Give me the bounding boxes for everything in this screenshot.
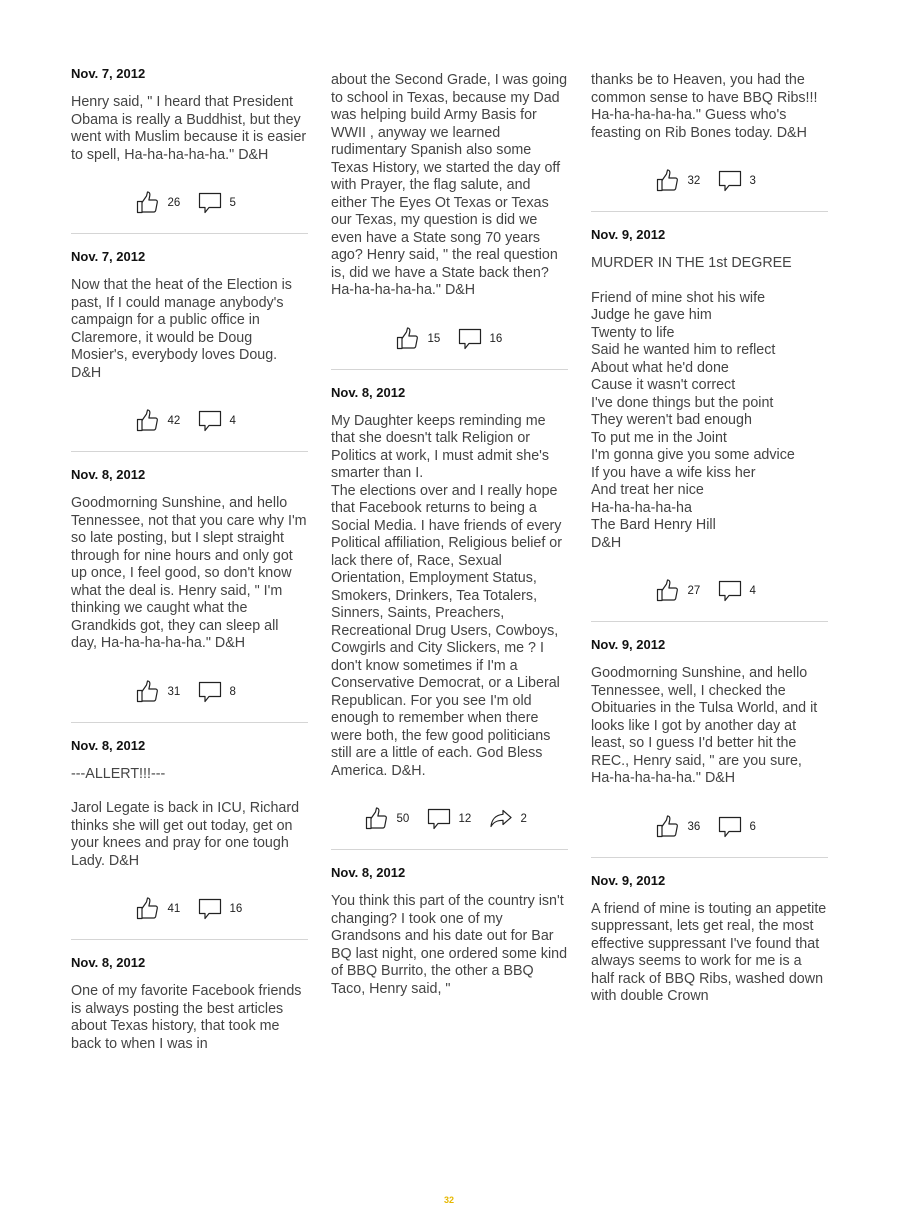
like-reaction[interactable] <box>136 897 182 921</box>
post <box>71 249 308 452</box>
comment-reaction[interactable] <box>718 579 764 603</box>
like-count: 31 <box>167 685 181 698</box>
post-text: You think this part of the country isn't changing? I took one of my Grandsons and his date out for Bar BQ last night, one ordered some kind of BBQ Burrito, the other a BBQ Taco, Henry said, " <box>331 893 568 997</box>
comment-reaction[interactable] <box>427 807 473 831</box>
thumbs-up-icon[interactable] <box>136 191 160 215</box>
speech-bubble-icon[interactable] <box>458 327 482 351</box>
like-reaction[interactable] <box>136 409 182 433</box>
comment-count: 5 <box>229 197 236 209</box>
comment-count: 6 <box>749 820 756 833</box>
comment-count: 4 <box>749 585 756 597</box>
like-reaction[interactable] <box>136 680 182 704</box>
thumbs-up-icon[interactable] <box>365 807 389 831</box>
post-divider <box>591 211 828 212</box>
comment-reaction[interactable] <box>458 327 504 351</box>
reaction-bar <box>71 406 308 436</box>
post-date: Nov. 9, 2012 <box>591 872 666 888</box>
post-text: thanks be to Heaven, you had the common sense to have BBQ Ribs!!! Ha-ha-ha-ha-ha." Guess who's feasting on Rib Bones today. D&H <box>591 72 818 141</box>
like-reaction[interactable] <box>656 169 702 193</box>
comment-count: 16 <box>229 903 243 915</box>
like-count: 41 <box>167 903 181 915</box>
like-count: 36 <box>687 820 701 833</box>
post-text: Now that the heat of the Election is past, If I could manage anybody's campaign for a public office in Claremore, it would be Doug Mosier's, everybody loves Doug. D&H <box>71 277 292 381</box>
post-text: My Daughter keeps reminding me that she doesn't talk Religion or Politics at work, I must admit she's smarter than I. The elections over and I really hope that Facebook returns to being a Social Media. I have friends of every Political affiliation, Religious belief or lack there of, Race, Sexual Orientation, Employment Status, Smokers, Drinkers, Tea Totalers, Sinners, Saints, Preachers, Recreational Drug Users, Cowboys, Cowgirls and City Slickers, me ? I don't know sometimes if I'm a Conservative Democrat, or a Liberal Republican. For you see I'm old enough to remember when there were both, the few good politicians still are a little of each. God Bless America. D&H. <box>331 412 562 779</box>
like-count: 15 <box>427 332 441 345</box>
post-text: ---ALLERT!!!--- <box>71 765 166 782</box>
thumbs-up-icon[interactable] <box>136 680 160 704</box>
post-text: Henry said, " I heard that President Obama is really a Buddhist, but they went with Muslim because it is easier to spell, Ha-ha-ha-ha-ha." D&H <box>71 94 307 163</box>
thumbs-up-icon[interactable] <box>396 327 420 351</box>
post <box>71 66 308 234</box>
speech-bubble-icon[interactable] <box>427 807 451 831</box>
post-divider <box>71 233 308 234</box>
share-reaction[interactable] <box>489 807 535 831</box>
post-text: One of my favorite Facebook friends is always posting the best articles about Texas history, that took me back to when I was in <box>71 983 302 1052</box>
thumbs-up-icon[interactable] <box>136 897 160 921</box>
post <box>591 227 828 622</box>
column-2 <box>331 66 568 998</box>
post-date: Nov. 7, 2012 <box>71 66 146 81</box>
post-divider <box>331 369 568 370</box>
comment-reaction[interactable] <box>198 191 244 215</box>
post <box>591 873 828 1006</box>
reaction-bar <box>331 324 568 354</box>
speech-bubble-icon[interactable] <box>718 169 742 193</box>
post-text: MURDER IN THE 1st DEGREE <box>591 255 792 271</box>
speech-bubble-icon[interactable] <box>198 897 222 921</box>
post-text: Friend of mine shot his wife Judge he gave him Twenty to life Said he wanted him to reflect About what he'd done Cause it wasn't correct I've done things but the point They weren't bad enough To put me in the Joint I'm gonna give you some advice If you have a wife kiss her And treat her nice Ha-ha-ha-ha-ha The Bard Henry Hill D&H <box>591 289 795 551</box>
post-divider <box>591 621 828 622</box>
like-count: 32 <box>687 175 701 187</box>
comment-count: 3 <box>749 175 756 187</box>
post <box>331 865 568 998</box>
thumbs-up-icon[interactable] <box>136 409 160 433</box>
post-date: Nov. 8, 2012 <box>71 955 146 970</box>
like-count: 26 <box>167 197 181 209</box>
reaction-bar <box>591 166 828 196</box>
comment-count: 12 <box>458 813 472 825</box>
comment-count: 8 <box>229 685 236 698</box>
like-reaction[interactable] <box>136 191 182 215</box>
like-count: 42 <box>167 415 181 427</box>
post-text: Goodmorning Sunshine, and hello Tennessee, not that you care why I'm so late posting, but I slept straight through for nine hours and only got up once, I feel good, so don't know what the deal is. Henry said, " I'm thinking we caught what the Grandkids got, they can sleep all day, Ha-ha-ha-ha-ha." D&H <box>71 495 307 651</box>
share-count: 2 <box>520 813 527 825</box>
like-reaction[interactable] <box>656 815 702 839</box>
share-arrow-icon[interactable] <box>489 807 513 831</box>
post-text: Goodmorning Sunshine, and hello Tennessee, well, I checked the Obituaries in the Tulsa World, and it looks like I got by another day at least, so I guess I'd better hit the REC., Henry said, " are you sure, Ha-ha-ha-ha-ha." D&H <box>591 665 818 786</box>
comment-reaction[interactable] <box>198 680 244 704</box>
post-divider <box>331 849 568 850</box>
post-date: Nov. 8, 2012 <box>71 737 146 753</box>
post <box>71 955 308 1053</box>
comment-reaction[interactable] <box>718 169 764 193</box>
post <box>591 637 828 858</box>
comment-reaction[interactable] <box>198 897 244 921</box>
like-reaction[interactable] <box>656 579 702 603</box>
post <box>71 467 308 723</box>
post <box>331 385 568 851</box>
like-count: 50 <box>396 813 410 825</box>
reaction-bar <box>331 804 568 834</box>
reaction-bar <box>71 188 308 218</box>
reaction-bar <box>71 677 308 707</box>
page-number: 32 <box>443 1195 454 1205</box>
speech-bubble-icon[interactable] <box>198 680 222 704</box>
column-3 <box>591 66 828 1006</box>
post <box>331 72 568 370</box>
post <box>71 738 308 941</box>
post-date: Nov. 9, 2012 <box>591 637 666 652</box>
thumbs-up-icon[interactable] <box>656 169 680 193</box>
post-date: Nov. 7, 2012 <box>71 249 146 264</box>
thumbs-up-icon[interactable] <box>656 815 680 839</box>
comment-reaction[interactable] <box>718 815 764 839</box>
speech-bubble-icon[interactable] <box>198 409 222 433</box>
reaction-bar <box>591 576 828 606</box>
comment-count: 4 <box>229 415 236 427</box>
post-date: Nov. 8, 2012 <box>331 384 406 400</box>
speech-bubble-icon[interactable] <box>718 579 742 603</box>
post-text: A friend of mine is touting an appetite suppressant, lets get real, the most effective suppressant I've found that always seems to work for me is a half rack of BBQ Ribs, washed down with double Crown <box>591 900 827 1004</box>
post-date: Nov. 8, 2012 <box>71 467 146 482</box>
post-date: Nov. 9, 2012 <box>591 227 666 242</box>
post-divider <box>71 451 308 452</box>
like-reaction[interactable] <box>396 327 442 351</box>
speech-bubble-icon[interactable] <box>198 191 222 215</box>
comment-reaction[interactable] <box>198 409 244 433</box>
reaction-bar <box>591 812 828 842</box>
post-text: Jarol Legate is back in ICU, Richard thinks she will get out today, get on your knees and pray for one tough Lady. D&H <box>71 800 300 869</box>
like-count: 27 <box>687 585 701 597</box>
post <box>591 72 828 212</box>
post-divider <box>71 939 308 940</box>
reaction-bar <box>71 894 308 924</box>
like-reaction[interactable] <box>365 807 411 831</box>
post-divider <box>591 857 828 858</box>
post-divider <box>71 722 308 723</box>
thumbs-up-icon[interactable] <box>656 579 680 603</box>
speech-bubble-icon[interactable] <box>718 815 742 839</box>
column-1 <box>71 66 308 1053</box>
post-text: about the Second Grade, I was going to school in Texas, because my Dad was helping build Army Basis for WWII , anyway we learned rudimentary Spanish also some Texas History, we started the day off with Prayer, the flag salute, and either The Eyes Ot Texas or Texas our Texas, my question is did we even have a State song 70 years ago? Henry said, " the real question is, did we have a State back then? Ha-ha-ha-ha-ha." D&H <box>331 72 568 298</box>
comment-count: 16 <box>489 332 503 345</box>
post-date: Nov. 8, 2012 <box>331 865 406 880</box>
